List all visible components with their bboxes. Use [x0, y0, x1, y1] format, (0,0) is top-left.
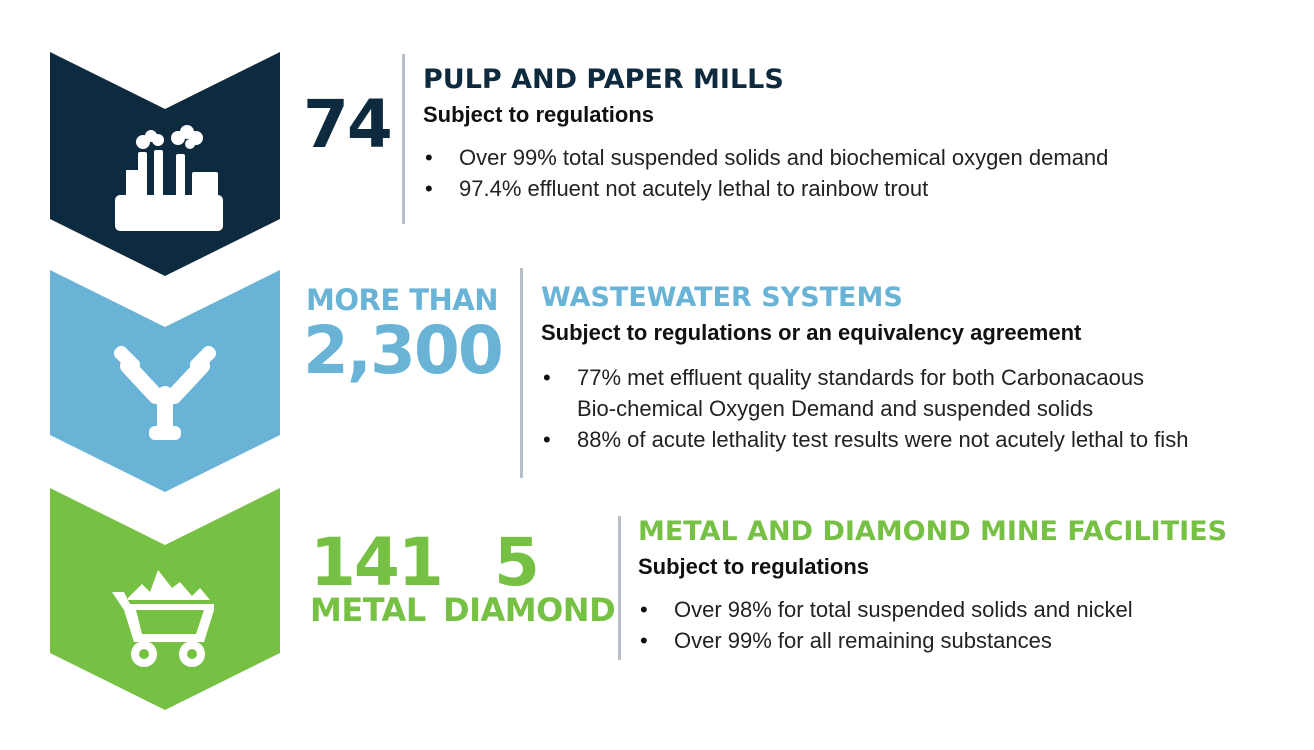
count-wastewater: 2,300: [303, 312, 502, 389]
section-subtitle-wastewater: Subject to regulations or an equivalency agreement: [541, 320, 1082, 345]
count-metal-mines: 141: [310, 524, 442, 601]
list-item: [541, 393, 1188, 424]
label-diamond-mines: DIAMOND: [443, 591, 616, 629]
chevron-wastewater: [50, 270, 280, 492]
section-subtitle-pulp: Subject to regulations: [423, 102, 655, 127]
list-item: • 77% met effluent quality standards for both Carbonacaous: [541, 362, 1188, 393]
bullet-list-wastewater: [541, 362, 1188, 455]
section-title-wastewater: WASTEWATER SYSTEMS: [541, 282, 903, 313]
section-title-mines: METAL AND DIAMOND MINE FACILITIES: [638, 516, 1228, 547]
bullet-list-mines: [638, 594, 1133, 656]
count-diamond-mines: 5: [494, 524, 538, 601]
list-item: • Over 99% for all remaining substances: [638, 625, 1133, 656]
list-item: • 97.4% effluent not acutely lethal to rainbow trout: [423, 173, 1108, 204]
divider: [618, 516, 621, 660]
count-prefix-wastewater: MORE THAN: [306, 283, 499, 317]
chevron-mines: [50, 488, 280, 710]
bullet-list-pulp: [423, 142, 1108, 204]
divider: [402, 54, 405, 224]
divider: [520, 268, 523, 478]
list-item: • 88% of acute lethality test results were not acutely lethal to fish: [541, 424, 1188, 455]
label-metal-mines: METAL: [310, 591, 426, 629]
section-title-pulp: PULP AND PAPER MILLS: [423, 64, 784, 95]
count-pulp-mills: 74: [303, 86, 391, 163]
section-subtitle-mines: Subject to regulations: [638, 554, 870, 579]
list-item-continuation: Bio-chemical Oxygen Demand and suspended solids: [577, 396, 1094, 421]
chevron-pulp-paper: [50, 52, 280, 276]
list-item: • Over 99% total suspended solids and biochemical oxygen demand: [423, 142, 1108, 173]
list-item: • Over 98% for total suspended solids and nickel: [638, 594, 1133, 625]
